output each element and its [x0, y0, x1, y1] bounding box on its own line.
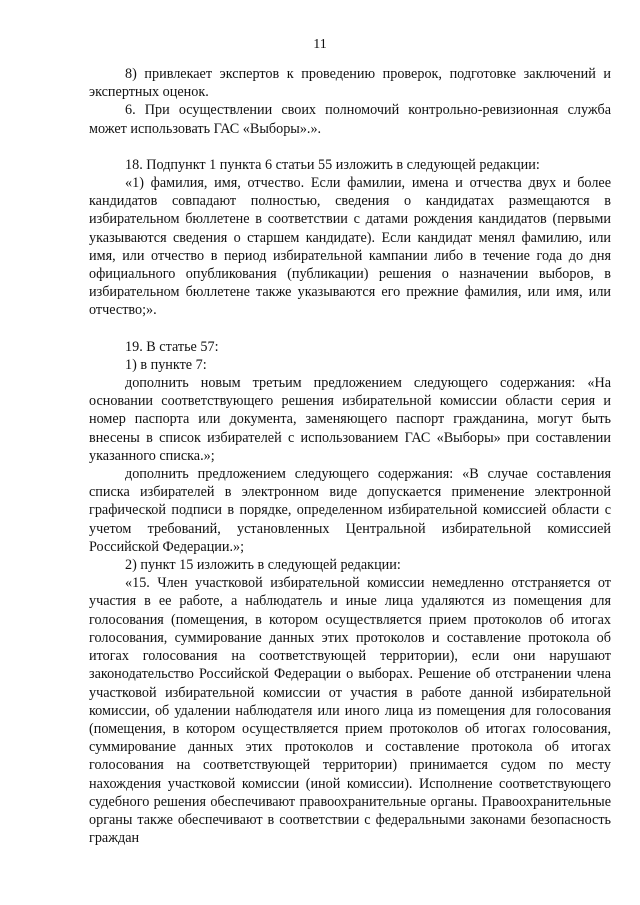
paragraph: 2) пункт 15 изложить в следующей редакции:	[125, 557, 401, 574]
paragraph: дополнить новым третьим предложением следующего содержания: «На основании соответствующего решения избирательной комиссии области серия и номер паспорта или документа, заменяющего паспорт гражданина, могут быть внесены в список избирателей с использованием ГАС «Выборы» при составлении указанного списка.»;	[89, 375, 611, 464]
paragraph: 8) привлекает экспертов к проведению проверок, подготовке заключений и экспертных оценок.	[89, 66, 611, 101]
paragraph: «1) фамилия, имя, отчество. Если фамилии, имена и отчества двух и более кандидатов совпадают полностью, сведения о кандидатах размещаются в избирательном бюллетене в соответствии с датами рождения кандидатов (первыми указываются сведения о старшем кандидате). Если кандидат менял фамилию, или имя, или отчество в период избирательной кампании либо в течение года до дня официального опубликования (публикации) решения о назначении выборов, в избирательном бюллетене также указываются его прежние фамилия, или имя, или отчество;».	[89, 175, 611, 319]
paragraph: «15. Член участковой избирательной комиссии немедленно отстраняется от участия в ее работе, а наблюдатель и иные лица удаляются из помещения для голосования (помещения, в котором осуществляется прием протоколов об итогах голосования, суммирование данных этих протоколов и составление протокола об итогах голосования на соответствующей территории), если они нарушают законодательство Российской Федерации о выборах. Решение об отстранении члена участковой избирательной комиссии от участия в работе данной избирательной комиссии, об удалении наблюдателя или иного лица из помещения для голосования (помещения, в котором осуществляется прием протоколов об итогах голосования, суммирование данных этих протоколов и составление протокола об итогах голосования на соответствующей территории) принимается судом по месту нахождения участковой комиссии (иной комиссии). Исполнение соответствующего судебного решения обеспечивают правоохранительные органы. Правоохранительные органы также обеспечивают в соответствии с федеральными законами безопасность граждан	[89, 575, 611, 847]
paragraph: дополнить предложением следующего содержания: «В случае составления списка избирателей в электронном виде допускается применение электронной графической подписи в порядке, определенном избирательной комиссией области с учетом требований, установленных Центральной избирательной комиссией Российской Федерации.»;	[89, 466, 611, 555]
paragraph: 18. Подпункт 1 пункта 6 статьи 55 изложить в следующей редакции:	[125, 156, 540, 173]
document-body	[89, 65, 611, 847]
paragraph: 19. В статье 57:	[125, 338, 219, 355]
paragraph: 1) в пункте 7:	[125, 356, 207, 373]
page-number: 11	[313, 37, 327, 52]
paragraph: 6. При осуществлении своих полномочий контрольно-ревизионная служба может использовать ГАС «Выборы».».	[89, 102, 611, 137]
